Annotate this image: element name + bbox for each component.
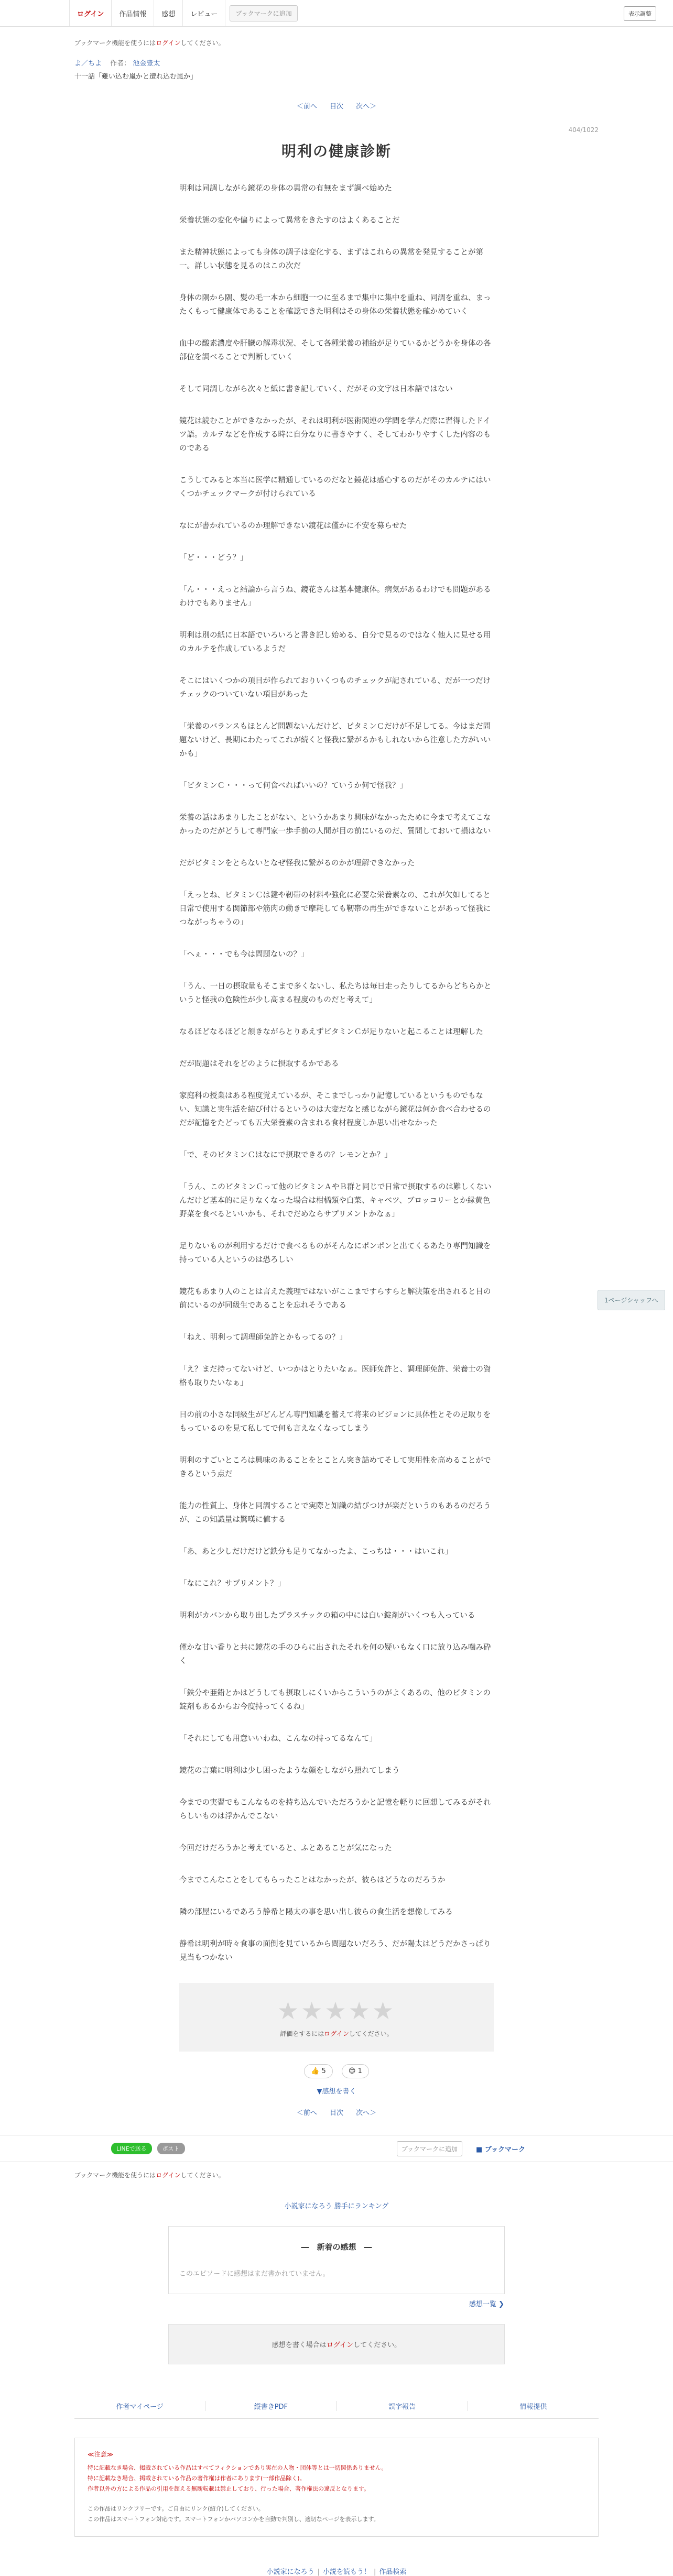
caution-box: [74, 2438, 599, 2537]
reaction-count: 1: [357, 2067, 362, 2075]
novel-paragraph: 明利は同調しながら鏡花の身体の異常の有無をまず調べ始めた: [179, 184, 392, 193]
author-link[interactable]: 池金豊太: [133, 60, 160, 68]
prev-link[interactable]: ＜前へ: [296, 2109, 317, 2117]
page-number: 404/1022: [568, 126, 599, 134]
review-link[interactable]: レビュー: [183, 0, 225, 26]
reaction-smile[interactable]: [342, 2064, 369, 2078]
author-mypage-link[interactable]: 作者マイページ: [74, 2401, 205, 2411]
top-navigation: [0, 0, 673, 27]
vertical-pdf-link[interactable]: 縦書きPDF: [205, 2401, 336, 2411]
bookmark-add-button[interactable]: ブックマークに追加: [230, 5, 297, 21]
novel-paragraph: 今までの実習でもこんなものを持ち込んでいただろうかと記憶を軽りに回想してみるがそれらしいものは浮かんでこない: [179, 1799, 491, 1821]
search-link[interactable]: 作品検索: [379, 2568, 407, 2576]
novel-paragraph: なにが書かれているのか理解できない鏡花は僅かに不安を募らせた: [179, 522, 407, 530]
x-post-button[interactable]: ポスト: [157, 2143, 185, 2154]
notice-login-link[interactable]: ログイン: [156, 39, 181, 47]
novel-paragraph: 「鉄分や亜鉛とかはどうしても摂取しにくいからこういうのがよくあるの、他のビタミンの錠剤もあるからお今度持ってくるね」: [179, 1689, 491, 1711]
caution-line: 特に記載なき場合、掲載されている作品はすべてフィクションであり実在の人物・団体等とは一切関係ありません。: [88, 2464, 387, 2471]
novel-paragraph: だが問題はそれをどのように摂取するかである: [179, 1060, 339, 1068]
novel-paragraph: 鏡花の言葉に明利は少し困ったような顔をしながら照れてしまう: [179, 1767, 400, 1775]
novel-paragraph: 鏡花もあまり人のことは言えた義理ではないがここまですらすらと解決策を出されると目の前にいるのが同級生であることを忘れそうである: [179, 1288, 491, 1310]
novel-paragraph: 「ん・・・えっと結論から言うね、鏡花さんは基本健康体。病気があるわけでも問題があるわけでもありません」: [179, 586, 491, 608]
novel-paragraph: 家庭科の授業はある程度覚えているが、そこまでしっかり記憶しているというものでもない、知識と実生活を結び付けるというのは大変だなと感じながら鏡花は何か食べ合わせるのだが記憶をたどっても五大栄養素の含まれる食材程度しか思い出せなかった: [179, 1092, 491, 1127]
reviews-heading: ― 新着の感想 ―: [301, 2242, 372, 2252]
novel-paragraph: 栄養の話はあまりしたことがない、というかあまり興味がなかったために今まで考えてこなかったのだがどうして専門家一歩手前の人間が目の前にいるのだ、質問しておいて損はない: [179, 814, 491, 836]
info-provide-link[interactable]: 情報提供: [519, 2403, 547, 2411]
author-label: 作者：: [110, 60, 131, 68]
separator: |: [317, 2568, 320, 2576]
next-link[interactable]: 次へ＞: [356, 103, 377, 111]
rating-note: [179, 2029, 494, 2038]
novel-paragraph: なるほどなるほどと頷きながらとりあえずビタミンＣが足りないと起こることは理解した: [179, 1028, 483, 1036]
pager-top: [74, 101, 599, 111]
novel-paragraph: 「栄養のバランスもほとんど問題ないんだけど、ビタミンＣだけが不足してる。今はまだ問題ないけど、長期にわたってこれが続くと怪我に繋がるかもしれないから注意した方がいいかも」: [179, 722, 491, 758]
login-notice: [74, 38, 599, 47]
novel-paragraph: こうしてみると本当に医学に精通しているのだなと鏡花は感心するのだがそのカルテにはいくつかチェックマークが付けられている: [179, 476, 491, 498]
novel-paragraph: 「で、そのビタミンＣはなにで摂取できるの？レモンとか？」: [179, 1151, 392, 1159]
novel-paragraph: そして同調しながら次々と紙に書き記していく、だがその文字は日本語ではない: [179, 385, 453, 393]
separator: |: [374, 2568, 376, 2576]
caution-line: 作者以外の方による作品の引用を超える無断転載は禁止しており、行った場合、著作権法の違反となります。: [88, 2485, 370, 2492]
series-title-link[interactable]: よ／ちよ: [74, 60, 102, 68]
novel-paragraph: 僅かな甘い香りと共に鏡花の手のひらに出されたそれを何の疑いもなく口に放り込み噛み砕く: [179, 1643, 491, 1665]
login-link[interactable]: ログイン: [69, 0, 112, 26]
novel-paragraph: 足りないものが利用するだけで食べるものがそんなにポンポンと出てくるあたり専門知識を持っている人というのは恐ろしい: [179, 1242, 491, 1264]
novel-paragraph: 「あ、あと少しだけだけど鉄分も足りてなかったよ、こっちは・・・はいこれ」: [179, 1548, 453, 1556]
notice-suffix: してください。: [180, 39, 225, 47]
narou-link[interactable]: 小説家になろう: [266, 2568, 314, 2576]
novel-paragraph: 目の前の小さな同級生がどんどん専門知識を蓄えて将来のビジョンに具体性とその足取りをもっているのを見て私してで何も言えなくなってしまう: [179, 1411, 491, 1433]
novel-paragraph: だがビタミンをとらないとなぜ怪我に繋がるのかが理解できなかった: [179, 859, 415, 868]
caution-notes: [88, 2504, 585, 2525]
novel-paragraph: 今回だけだろうかと考えていると、ふとあることが気になった: [179, 1844, 392, 1852]
caution-line: 特に記載なき場合、掲載されている作品の著作権は作者にあります(一部作品除く)。: [88, 2475, 306, 2482]
notice-suffix: してください。: [180, 2172, 225, 2179]
reactions: [0, 2064, 673, 2078]
novel-paragraph: 身体の隅から隅、髪の毛一本から細胞一つに至るまで集中に集中を重ね、同調を重ね、まったくもって健康体であることを確認できた明利はその身体の栄養状態を確かめていく: [179, 294, 491, 316]
novel-paragraph: また精神状態によっても身体の調子は変化する、まずはこれらの異常を発見することが第一。詳しい状態を見るのはこの次だ: [179, 248, 483, 270]
bottom-links: [0, 2566, 673, 2576]
notice-prefix: ブックマーク機能を使うには: [74, 39, 156, 47]
novel-paragraph: 血中の酸素濃度や肝臓の解毒状況、そして各種栄養の補給が足りているかどうかを身体の各部位を調べることで判断していく: [179, 339, 491, 361]
next-link[interactable]: 次へ＞: [356, 2109, 377, 2117]
novel-paragraph: 「へぇ・・・でも今は問題ないの？」: [179, 950, 309, 959]
rating-note-prefix: 評価をするには: [280, 2030, 324, 2037]
novel-paragraph: 「え？まだ持ってないけど、いつかはとりたいなぁ。医師免許と、調理師免許、栄養士の資格も取りたいなぁ」: [179, 1365, 491, 1387]
novel-paragraph: 「うん、このビタミンＣって他のビタミンＡやＢ群と同じで日常で摂取するのは難しくないんだけど基本的に足りなくなった場合は柑橘類や白菜、キャベツ、ブロッコリーとか緑黄色野菜を食べるといいかも、それでだめならサプリメントかなぁ」: [179, 1183, 492, 1219]
caution-note: この作品はリンクフリーです。ご自由にリンク(紹介)してください。: [88, 2505, 264, 2512]
page-jump-button[interactable]: 1ページシャッフへ: [598, 1290, 665, 1310]
notice-prefix: ブックマーク機能を使うには: [74, 2172, 156, 2179]
reaction-count: 5: [321, 2067, 326, 2075]
prev-link[interactable]: ＜前へ: [296, 103, 317, 111]
bookmark-link[interactable]: ■ ブックマーク: [476, 2145, 525, 2154]
comment-suffix: してください。: [353, 2341, 401, 2349]
caution-red-text: [88, 2463, 585, 2494]
novel-paragraph: そこにはいくつかの項目が作られておりいくつものチェックが記されている、だが一つだけチェックのついていない項目があった: [179, 677, 491, 699]
novel-paragraph: 静希は明利が時々食事の面倒を見ているから問題ないだろう、だが陽太はどうだかさっぱり見当もつかない: [179, 1940, 491, 1962]
reviews-all-link[interactable]: 感想一覧 ❯: [469, 2300, 504, 2308]
comment-prefix: 感想を書く場合は: [272, 2341, 327, 2349]
share-bar: [0, 2135, 673, 2162]
novel-paragraph: 今までこんなことをしてもらったことはなかったが、彼らはどうなのだろうか: [179, 1876, 446, 1884]
caution-title: ≪注意≫: [88, 2451, 114, 2458]
novel-paragraph: 「それにしても用意いいわね、こんなの持ってるなんて」: [179, 1735, 377, 1743]
comment-login-box: [168, 2324, 505, 2364]
ranking-promo-link[interactable]: 小説家になろう 勝手にランキング: [284, 2202, 389, 2210]
novel-paragraph: 明利がカバンから取り出したプラスチックの箱の中には白い錠剤がいくつも入っている: [179, 1612, 475, 1620]
toc-link[interactable]: 目次: [329, 103, 343, 111]
novel-paragraph: 「ねえ、明利って調理師免許とかもってるの？」: [179, 1333, 347, 1342]
notice-login-link[interactable]: ログイン: [156, 2172, 181, 2179]
kansou-link[interactable]: 感想: [154, 0, 183, 26]
rating-note-suffix: してください。: [349, 2030, 393, 2037]
pager-bottom: [0, 2107, 673, 2117]
yomou-link[interactable]: 小説を読もう！: [322, 2568, 371, 2576]
bookmark-add-button[interactable]: ブックマークに追加: [397, 2141, 462, 2156]
breadcrumb: [74, 58, 599, 68]
novel-paragraph: 「ど・・・どう？」: [179, 554, 248, 562]
typo-report-link[interactable]: 誤字報告: [337, 2401, 468, 2411]
novel-paragraph: 鏡花は読むことができなかったが、それは明利が医術関連の学問を学んだ際に習得したドイツ語。カルテなどを作成する時に自分なりに書きやすく、そしてわかりやすくした内容のものである: [179, 417, 491, 453]
comment-login-link[interactable]: ログイン: [326, 2341, 354, 2349]
toc-link[interactable]: 目次: [329, 2109, 343, 2117]
write-kansou-link[interactable]: ▼感想を書く: [317, 2088, 356, 2096]
rating-box: [179, 1983, 494, 2052]
reviews-empty-message: このエピソードに感想はまだ書かれていません。: [179, 2270, 330, 2278]
reading-mode-button[interactable]: 表示調整: [624, 6, 656, 21]
rating-login-link[interactable]: ログイン: [324, 2030, 349, 2037]
novel-paragraph: 「なにこれ？サプリメント？」: [179, 1580, 286, 1588]
footer-links: [74, 2401, 599, 2419]
login-notice-bottom: [74, 2171, 599, 2179]
caution-note: この作品はスマートフォン対応です。スマートフォンかパソコンかを自動で判別し、適切なページを表示します。: [88, 2516, 379, 2523]
episode-title: 明利の健康診断: [281, 142, 392, 160]
works-info-link[interactable]: 作品情報: [112, 0, 154, 26]
novel-paragraph: 「うん、一日の摂取量もそこまで多くないし、私たちは毎日走ったりしてるからどちらかというと怪我の危険性が少し高まる程度のものだと考えて」: [179, 982, 492, 1004]
reaction-thumbs-up[interactable]: [304, 2064, 333, 2078]
novel-paragraph: 明利は別の紙に日本語でいろいろと書き記し始める、自分で見るのではなく他人に見せる用のカルテを作成しているようだ: [179, 631, 491, 653]
novel-paragraph: 明利のすごいところは興味のあることをとことん突き詰めてそして実用性を高めることができるという点だ: [179, 1456, 491, 1478]
novel-body: [179, 182, 494, 1965]
novel-paragraph: 「えっとね、ビタミンＣは鍵や靭帯の材料や強化に必要な栄養素なの、これが欠如してると日常で使用する関節部や筋肉の動きで摩耗しても靭帯の再生ができないことがあって怪我につながっちゃうの」: [179, 891, 491, 927]
chapter-title: 十一話「難い込む嵐かと遭れ込む嵐か」: [74, 73, 198, 81]
new-reviews-box: [168, 2226, 505, 2294]
line-share-button[interactable]: LINEで送る: [111, 2143, 152, 2154]
novel-paragraph: 能力の性質上、身体と同調することで実際と知識の結びつけが楽だというのもあるのだろうが、この知識量は驚嘆に値する: [179, 1502, 491, 1524]
thumbs-up-icon: 👍: [311, 2067, 320, 2075]
rating-stars[interactable]: ★★★★★: [277, 1997, 396, 2025]
novel-paragraph: 栄養状態の変化や偏りによって異常をきたすのはよくあることだ: [179, 216, 400, 225]
novel-paragraph: 「ビタミンＣ・・・って何食べればいいの？ていうか何で怪我？」: [179, 782, 407, 790]
smile-icon: 😊: [348, 2067, 356, 2075]
novel-paragraph: 隣の部屋にいるであろう静希と陽太の事を思い出し彼らの食生活を想像してみる: [179, 1908, 453, 1916]
